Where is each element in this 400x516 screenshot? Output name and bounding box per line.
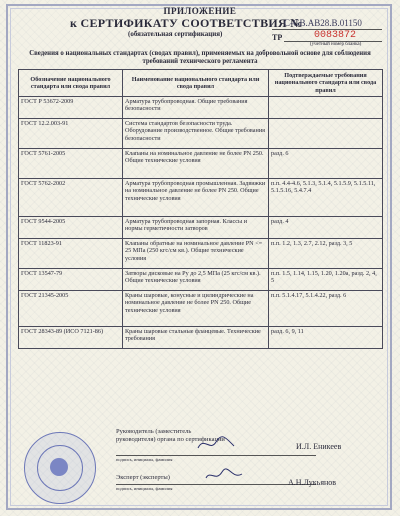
table-row	[19, 239, 383, 269]
head-signature-icon	[196, 434, 236, 454]
table-row	[19, 149, 383, 179]
cell-designation: ГОСТ 12.2.003-91	[19, 119, 123, 149]
table-row	[19, 179, 383, 217]
cell-name: Затворы дисковые на Ру до 2,5 МПа (25 кгс/см кв.). Общие технические условия	[123, 269, 269, 291]
table-row	[19, 269, 383, 291]
cell-name: Система стандартов безопасности труда. Оборудование производственное. Общие требования безопасности	[123, 119, 269, 149]
table-row	[19, 119, 383, 149]
seal-emblem	[50, 458, 68, 476]
appendix-title: ПРИЛОЖЕНИЕ	[163, 6, 237, 16]
cell-designation: ГОСТ 21345-2005	[19, 291, 123, 327]
column-header-name: Наименование национального стандарта или свода правил	[123, 70, 269, 97]
cell-requirements: п.п. 5.1.4.17, 5.1.4.22, разд. 6	[269, 291, 383, 327]
certification-type: (обязательная сертификация)	[128, 30, 223, 38]
cell-designation: ГОСТ 13547-79	[19, 269, 123, 291]
form-serial-number: 0083872	[314, 30, 357, 41]
cell-requirements: п.п. 4.4-4.6, 5.1.3, 5.1.4, 5.1.5.9, 5.1.5.11, 5.1.5.16, 5.4.7.4	[269, 179, 383, 217]
cell-requirements	[269, 97, 383, 119]
cell-requirements: разд. 6, 9, 11	[269, 327, 383, 349]
column-header-designation: Обозначение национального стандарта или свода правил	[19, 70, 123, 97]
cell-requirements: разд. 4	[269, 217, 383, 239]
cell-designation: ГОСТ 9544-2005	[19, 217, 123, 239]
expert-signature-label: Эксперт (эксперты)	[116, 474, 170, 481]
table-row	[19, 327, 383, 349]
cell-name: Краны шаровые стальные фланцевые. Технические требования	[123, 327, 269, 349]
certificate-title: к СЕРТИФИКАТУ СООТВЕТСТВИЯ №	[70, 16, 303, 30]
cell-name: Арматура трубопроводная запорная. Классы и нормы герметичности затворов	[123, 217, 269, 239]
cell-requirements: разд. 6	[269, 149, 383, 179]
cell-name: Краны шаровые, конусные и цилиндрические на номинальное давление не более PN 250. Общие технические условия	[123, 291, 269, 327]
table-row	[19, 97, 383, 119]
intro-text: Сведения о национальных стандартах (сводах правил), применяемых на добровольной основе для соблюдения требований технического регламента	[29, 50, 371, 65]
expert-signature-icon	[204, 466, 244, 486]
expert-signature-caption: подпись, инициалы, фамилия	[116, 484, 316, 491]
cell-requirements: п.п. 1.5, 1.14, 1.15, 1.20, 1.20а, разд. 2, 4, 5	[269, 269, 383, 291]
column-header-requirements: Подтверждаемые требования национального стандарта или свода правил	[269, 70, 383, 97]
head-name: И.Л. Еникеев	[296, 442, 342, 451]
cell-requirements: п.п. 1.2, 1.3, 2.7, 2.12, разд. 3, 5	[269, 239, 383, 269]
certificate-number: C-GB.AB28.B.01150	[284, 18, 362, 28]
serial-caption: (учетный номер бланка)	[310, 42, 362, 47]
cell-name: Арматура трубопроводная. Общие требования безопасности	[123, 97, 269, 119]
expert-name: А.Н.Лукьянов	[288, 478, 337, 487]
tp-label: ТР	[272, 33, 283, 42]
standards-table	[18, 69, 383, 349]
table-row	[19, 291, 383, 327]
table-header-row	[19, 70, 383, 97]
cell-designation: ГОСТ 11823-91	[19, 239, 123, 269]
cell-name: Клапаны обратные на номинальное давление PN <= 25 МПа (250 кгс/см кв.). Общие технические условия	[123, 239, 269, 269]
certification-body-seal	[24, 432, 96, 504]
cell-name: Клапаны на номинальное давление не более PN 250. Общие технические условия	[123, 149, 269, 179]
cell-name: Арматура трубопроводная промышленная. Задвижки на номинальное давление не более PN 250. Общие технические условия	[123, 179, 269, 217]
cell-requirements	[269, 119, 383, 149]
cell-designation: ГОСТ 28343-89 (ИСО 7121-86)	[19, 327, 123, 349]
cell-designation: ГОСТ Р 53672-2009	[19, 97, 123, 119]
head-signature-label: Руководитель (заместитель руководителя) органа по сертификации	[116, 428, 225, 443]
head-signature-caption: подпись, инициалы, фамилия	[116, 455, 316, 462]
cell-designation: ГОСТ 5762-2002	[19, 179, 123, 217]
table-row	[19, 217, 383, 239]
cell-designation: ГОСТ 5761-2005	[19, 149, 123, 179]
